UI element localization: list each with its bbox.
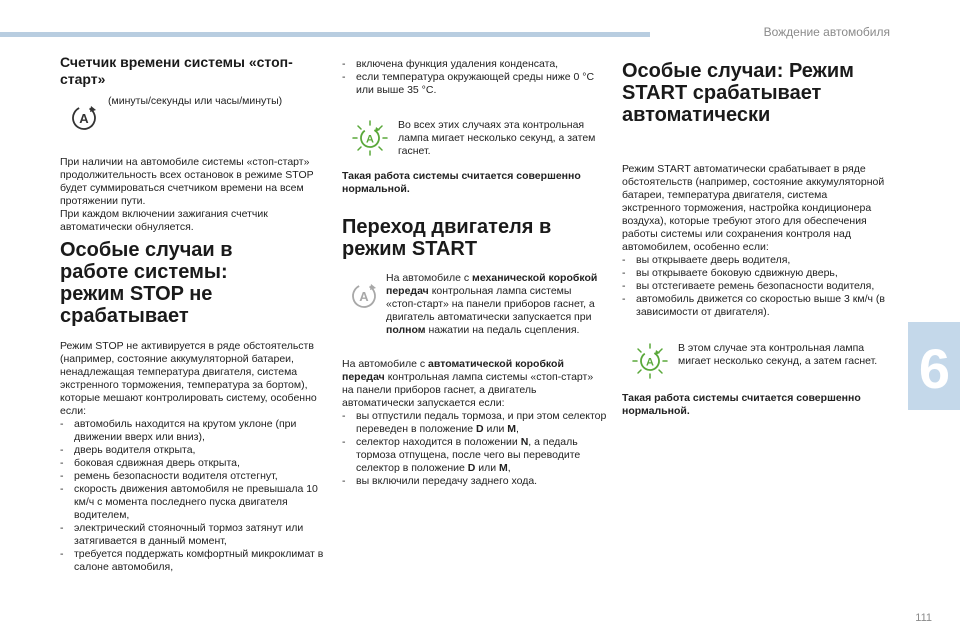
stop-special-title: Особые случаи в работе системы: режим STOP не срабатывает: [60, 239, 233, 327]
list-item: - скорость движения автомобиля не превышала 10 км/ч с момента последнего пуска двигателя водителем,: [60, 483, 325, 522]
list-item: - включена функция удаления конденсата,: [342, 58, 607, 71]
list-item: - вы открываете дверь водителя,: [622, 254, 887, 267]
chapter-number: 6: [918, 337, 950, 400]
list-item: - вы отстегиваете ремень безопасности водителя,: [622, 280, 887, 293]
column-left: [60, 54, 325, 574]
text-run: ,: [507, 462, 511, 474]
stop-start-grey-icon: [342, 276, 386, 316]
text-run-bold: механической коробкой передач: [386, 272, 598, 297]
text-run-bold: D: [476, 423, 484, 435]
header-bar: [0, 32, 650, 37]
list-item: - автомобиль находится на крутом уклоне (при движении вверх или вниз),: [60, 418, 325, 444]
text-run-bold: M: [499, 462, 508, 474]
section-title: Вождение автомобиля: [763, 25, 890, 39]
list-item: - требуется поддержать комфортный микроклимат в салоне автомобиля,: [60, 548, 325, 574]
list-item: - ремень безопасности водителя отстегнут,: [60, 470, 325, 483]
normal-operation-note: Такая работа системы считается совершенно нормальной.: [342, 170, 581, 195]
text-run-bold: M: [507, 423, 517, 435]
stop-conditions-continued: [342, 58, 607, 97]
text-run: контрольная лампа системы «стоп-старт» на панели приборов гаснет, а двигатель автоматически запускается при: [386, 285, 595, 323]
text-run: , а педаль тормоза отпущена, после чего вы переводите селектор в положение: [356, 436, 581, 474]
list-item: - если температура окружающей среды ниже 0 °C или выше 35 °C.: [342, 71, 607, 97]
list-item: [342, 410, 607, 436]
transition-title: Переход двигателя в режим START: [342, 216, 552, 260]
list-item: [342, 436, 607, 475]
svg-text:A: A: [646, 356, 654, 369]
text-run-bold: D: [467, 462, 476, 474]
column-right: [622, 60, 887, 418]
text-run: ,: [516, 423, 519, 435]
manual-gearbox-text: [386, 272, 604, 337]
list-item: - боковая сдвижная дверь открыта,: [60, 457, 325, 470]
counter-reset-note: При каждом включении зажигания счетчик автоматически обнуляется.: [60, 208, 268, 233]
blink-note: Во всех этих случаях эта контрольная лампа мигает несколько секунд, а затем гаснет.: [398, 119, 596, 157]
text-run-bold: автоматической коробкой передач: [342, 358, 564, 383]
stop-conditions-list: [60, 418, 325, 574]
text-run: контрольная лампа системы «стоп-старт» на панели приборов гаснет, а двигатель автоматически запускается если:: [342, 371, 594, 409]
list-item: - автомобиль движется со скоростью выше 3 км/ч (в зависимости от двигателя).: [622, 293, 887, 319]
counter-title: Счетчик времени системы «стоп-старт»: [60, 54, 293, 87]
text-run: селектор находится в положении: [356, 436, 521, 448]
column-middle: [342, 58, 607, 488]
text-run: или: [483, 423, 508, 435]
list-item: - электрический стояночный тормоз затянут или затягивается в данный момент,: [60, 522, 325, 548]
svg-text:A: A: [366, 133, 374, 146]
list-item: - дверь водителя открыта,: [60, 444, 325, 457]
counter-description: При наличии на автомобиле системы «стоп-старт» продолжительность всех остановок в режиме STOP будет суммироваться счетчиком времени на всем протяжении пути.: [60, 156, 314, 207]
units-text: (минуты/секунды или часы/минуты): [108, 95, 283, 107]
svg-text:A: A: [79, 111, 89, 126]
stop-start-blinking-icon: [622, 342, 678, 380]
stop-start-indicator-icon: [60, 94, 108, 142]
start-special-intro: Режим START автоматически срабатывает в ряде обстоятельств (например, состояние аккумуляторной батареи, температура двигателя, система экстренного торможения, настройка кондиционера воздуха), которые требуют этого для обеспечения работы системы или сохранения контроля над автомобилем, особенно если:: [622, 163, 885, 253]
start-conditions-list: [622, 254, 887, 319]
text-run: нажатии на педаль сцепления.: [425, 324, 580, 336]
stop-special-intro: Режим STOP не активируется в ряде обстоятельств (например, состояние аккумуляторной батареи, ненадлежащая температура двигателя, система экстренного торможения, температура за бортом), которые мешают контролировать систему, особенно если:: [60, 340, 317, 417]
text-run: На автомобиле с: [342, 358, 429, 370]
text-run: На автомобиле с: [386, 272, 473, 284]
auto-gearbox-text: [342, 358, 607, 410]
normal-operation-note: Такая работа системы считается совершенно нормальной.: [622, 392, 861, 417]
text-run: вы отпустили педаль тормоза, и при этом селектор переведен в положение: [356, 410, 607, 435]
list-item: - вы включили передачу заднего хода.: [342, 475, 607, 488]
text-run: или: [475, 462, 500, 474]
text-run-bold: N: [520, 436, 529, 448]
start-special-title: Особые случаи: Режим START срабатывает автоматически: [622, 60, 854, 126]
stop-start-blinking-icon: [342, 119, 398, 157]
text-run-bold: полном: [386, 324, 426, 336]
svg-text:A: A: [359, 289, 369, 304]
page-number: 111: [915, 612, 932, 624]
blink-note: В этом случае эта контрольная лампа мигает несколько секунд, а затем гаснет.: [678, 342, 878, 367]
auto-start-conditions-list: [342, 410, 607, 488]
list-item: - вы открываете боковую сдвижную дверь,: [622, 267, 887, 280]
